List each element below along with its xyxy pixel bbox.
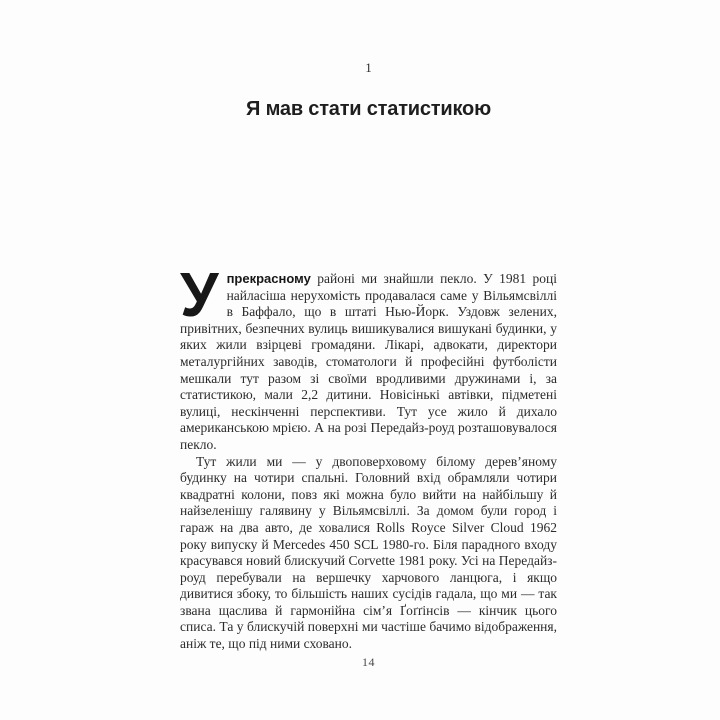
second-paragraph: Тут жили ми — у двоповерховому білому дерев’яному будинку на чотири спальні. Головний вхід обрамляли чотири квадратні колони, повз які можна було вийти на найбільшу й найзеленішу галявину у Вільямсвіллі. За домом були город і гараж на два авто, де ховалися Rolls Royce Silver Cloud 1962 року випуску й Mercedes 450 SCL 1980-го. Біля парадного входу красувався новий блискучий Corvette 1981 року. Усі на Передайз-роуд перебували на вершечку харчового ланцюга, і якщо дивитися збоку, то більшість наших сусідів гадала, що ми — так звана щаслива й гармонійна сім’я Ґоґґінсів — кінчик цього списа. Та у блискучій поверхні ми частіше бачимо відображення, аніж те, що під ними сховано. — [180, 453, 557, 652]
first-paragraph — [180, 261, 557, 454]
body-text — [180, 261, 557, 653]
chapter-title: Я мав стати статистикою — [246, 98, 491, 120]
first-paragraph-text: районі ми знайшли пекло. У 1981 році найласіша нерухомість продавалася саме у Вільямсвіллі в Баффало, що в штаті Нью-Йорк. Уздовж зелених, привітних, безпечних вулиць вишикувалися вишукані будинки, у яких жили взірцеві громадяни. Лікарі, адвокати, директори металургійних заводів, стоматологи й професійні футболісти мешкали тут разом зі своїми вродливими дружинами і, за статистикою, мали 2,2 дитини. Новісінькі автівки, підметені вулиці, нескінченні перспективи. Тут усе жило й дихало американською мрією. А на розі Передайз-роуд розташовувалося пекло. — [180, 271, 557, 452]
text-column — [180, 0, 557, 720]
chapter-number: 1 — [365, 60, 372, 75]
lead-word: прекрасному — [226, 271, 311, 286]
page-number: 14 — [362, 655, 375, 669]
drop-cap: У — [180, 261, 219, 330]
